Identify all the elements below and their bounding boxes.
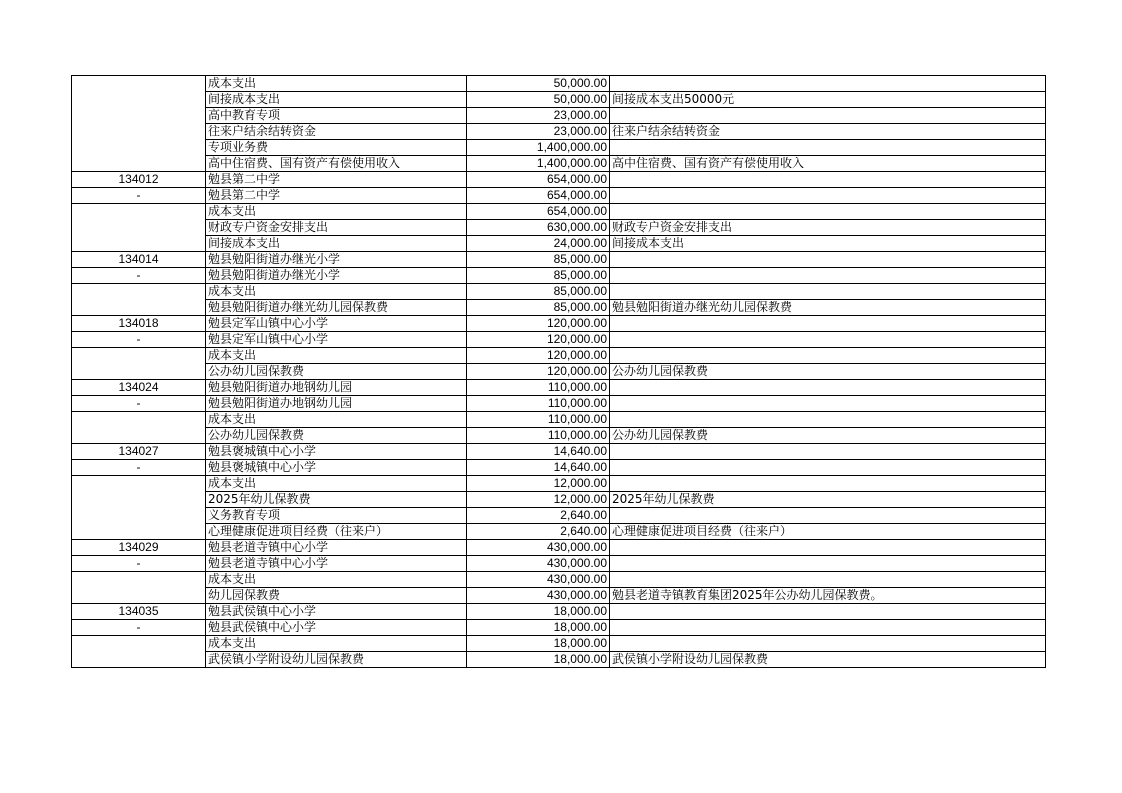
unit-code-cell [72,108,206,124]
note-cell: 心理健康促进项目经费（往来户） [610,524,1046,540]
amount-cell: 18,000.00 [467,620,610,636]
amount-cell: 2,640.00 [467,524,610,540]
amount-cell: 85,000.00 [467,252,610,268]
item-name-cell: 间接成本支出 [206,92,467,108]
table-row [72,140,1046,156]
item-name-cell: 勉县勉阳街道办继光小学 [206,252,467,268]
unit-code-cell [72,76,206,92]
unit-code-cell [72,92,206,108]
note-cell [610,636,1046,652]
unit-code-cell: 134029 [72,540,206,556]
amount-cell: 120,000.00 [467,332,610,348]
unit-code-cell: - [72,556,206,572]
note-cell [610,76,1046,92]
amount-cell: 654,000.00 [467,188,610,204]
unit-code-cell: 134035 [72,604,206,620]
item-name-cell: 往来户结余结转资金 [206,124,467,140]
table-row [72,332,1046,348]
item-name-cell: 勉县老道寺镇中心小学 [206,540,467,556]
table-row [72,348,1046,364]
amount-cell: 110,000.00 [467,412,610,428]
table-row [72,188,1046,204]
note-cell [610,204,1046,220]
unit-code-cell [72,412,206,428]
note-cell [610,572,1046,588]
note-cell [610,444,1046,460]
table-row [72,204,1046,220]
budget-sheet [71,75,1046,668]
note-cell [610,620,1046,636]
unit-code-cell: 134018 [72,316,206,332]
table-row [72,652,1046,668]
note-cell: 2025年幼儿保教费 [610,492,1046,508]
item-name-cell: 勉县勉阳街道办继光幼儿园保教费 [206,300,467,316]
table-row [72,284,1046,300]
item-name-cell: 成本支出 [206,284,467,300]
note-cell: 间接成本支出 [610,236,1046,252]
unit-code-cell: 134024 [72,380,206,396]
table-row [72,396,1046,412]
unit-code-cell [72,300,206,316]
table-row [72,444,1046,460]
unit-code-cell [72,220,206,236]
note-cell [610,284,1046,300]
table-row [72,380,1046,396]
amount-cell: 430,000.00 [467,540,610,556]
unit-code-cell: - [72,268,206,284]
unit-code-cell [72,492,206,508]
table-row [72,572,1046,588]
unit-code-cell: - [72,332,206,348]
note-cell: 公办幼儿园保教费 [610,364,1046,380]
item-name-cell: 义务教育专项 [206,508,467,524]
note-cell [610,540,1046,556]
unit-code-cell [72,156,206,172]
unit-code-cell [72,364,206,380]
table-row [72,540,1046,556]
amount-cell: 50,000.00 [467,76,610,92]
note-cell [610,380,1046,396]
table-row [72,300,1046,316]
unit-code-cell: 134012 [72,172,206,188]
table-row [72,156,1046,172]
table-row [72,252,1046,268]
table-row [72,172,1046,188]
item-name-cell: 成本支出 [206,204,467,220]
note-cell [610,316,1046,332]
amount-cell: 85,000.00 [467,268,610,284]
note-cell [610,172,1046,188]
table-row [72,412,1046,428]
table-row [72,492,1046,508]
note-cell: 高中住宿费、国有资产有偿使用收入 [610,156,1046,172]
amount-cell: 85,000.00 [467,300,610,316]
note-cell [610,412,1046,428]
amount-cell: 120,000.00 [467,364,610,380]
note-cell [610,604,1046,620]
amount-cell: 630,000.00 [467,220,610,236]
table-row [72,364,1046,380]
unit-code-cell [72,588,206,604]
unit-code-cell: - [72,620,206,636]
note-cell [610,460,1046,476]
unit-code-cell: 134014 [72,252,206,268]
item-name-cell: 勉县定军山镇中心小学 [206,332,467,348]
note-cell [610,332,1046,348]
table-row [72,460,1046,476]
item-name-cell: 勉县勉阳街道办地钢幼儿园 [206,396,467,412]
item-name-cell: 心理健康促进项目经费（往来户） [206,524,467,540]
unit-code-cell [72,524,206,540]
amount-cell: 110,000.00 [467,428,610,444]
amount-cell: 430,000.00 [467,588,610,604]
item-name-cell: 2025年幼儿保教费 [206,492,467,508]
amount-cell: 654,000.00 [467,172,610,188]
item-name-cell: 勉县第二中学 [206,188,467,204]
amount-cell: 14,640.00 [467,444,610,460]
amount-cell: 12,000.00 [467,476,610,492]
unit-code-cell [72,124,206,140]
item-name-cell: 勉县武侯镇中心小学 [206,604,467,620]
item-name-cell: 间接成本支出 [206,236,467,252]
unit-code-cell [72,236,206,252]
item-name-cell: 武侯镇小学附设幼儿园保教费 [206,652,467,668]
unit-code-cell [72,348,206,364]
budget-table-body [72,76,1046,668]
item-name-cell: 勉县勉阳街道办地钢幼儿园 [206,380,467,396]
item-name-cell: 高中教育专项 [206,108,467,124]
table-row [72,636,1046,652]
unit-code-cell [72,508,206,524]
table-row [72,476,1046,492]
item-name-cell: 专项业务费 [206,140,467,156]
amount-cell: 1,400,000.00 [467,156,610,172]
unit-code-cell [72,204,206,220]
item-name-cell: 成本支出 [206,412,467,428]
unit-code-cell: 134027 [72,444,206,460]
note-cell: 武侯镇小学附设幼儿园保教费 [610,652,1046,668]
table-row [72,556,1046,572]
note-cell [610,396,1046,412]
amount-cell: 18,000.00 [467,652,610,668]
table-row [72,108,1046,124]
table-row [72,604,1046,620]
item-name-cell: 幼儿园保教费 [206,588,467,604]
amount-cell: 110,000.00 [467,380,610,396]
amount-cell: 430,000.00 [467,572,610,588]
table-row [72,92,1046,108]
table-row [72,620,1046,636]
item-name-cell: 勉县武侯镇中心小学 [206,620,467,636]
item-name-cell: 勉县老道寺镇中心小学 [206,556,467,572]
amount-cell: 18,000.00 [467,636,610,652]
amount-cell: 24,000.00 [467,236,610,252]
item-name-cell: 公办幼儿园保教费 [206,364,467,380]
note-cell: 公办幼儿园保教费 [610,428,1046,444]
note-cell: 勉县老道寺镇教育集团2025年公办幼儿园保教费。 [610,588,1046,604]
amount-cell: 85,000.00 [467,284,610,300]
note-cell [610,108,1046,124]
item-name-cell: 勉县褒城镇中心小学 [206,444,467,460]
table-row [72,124,1046,140]
item-name-cell: 勉县褒城镇中心小学 [206,460,467,476]
table-row [72,236,1046,252]
note-cell: 财政专户资金安排支出 [610,220,1046,236]
item-name-cell: 成本支出 [206,76,467,92]
amount-cell: 430,000.00 [467,556,610,572]
item-name-cell: 财政专户资金安排支出 [206,220,467,236]
item-name-cell: 勉县第二中学 [206,172,467,188]
note-cell [610,348,1046,364]
table-row [72,588,1046,604]
amount-cell: 14,640.00 [467,460,610,476]
unit-code-cell: - [72,396,206,412]
amount-cell: 12,000.00 [467,492,610,508]
amount-cell: 2,640.00 [467,508,610,524]
table-row [72,524,1046,540]
note-cell [610,140,1046,156]
amount-cell: 1,400,000.00 [467,140,610,156]
item-name-cell: 成本支出 [206,636,467,652]
note-cell [610,268,1046,284]
unit-code-cell: - [72,460,206,476]
amount-cell: 654,000.00 [467,204,610,220]
item-name-cell: 勉县定军山镇中心小学 [206,316,467,332]
unit-code-cell [72,476,206,492]
item-name-cell: 成本支出 [206,348,467,364]
item-name-cell: 勉县勉阳街道办继光小学 [206,268,467,284]
amount-cell: 110,000.00 [467,396,610,412]
note-cell: 勉县勉阳街道办继光幼儿园保教费 [610,300,1046,316]
unit-code-cell [72,284,206,300]
unit-code-cell [72,652,206,668]
note-cell [610,252,1046,268]
amount-cell: 120,000.00 [467,316,610,332]
item-name-cell: 高中住宿费、国有资产有偿使用收入 [206,156,467,172]
item-name-cell: 成本支出 [206,476,467,492]
note-cell [610,476,1046,492]
item-name-cell: 成本支出 [206,572,467,588]
table-row [72,508,1046,524]
unit-code-cell [72,428,206,444]
table-row [72,316,1046,332]
amount-cell: 50,000.00 [467,92,610,108]
unit-code-cell [72,140,206,156]
note-cell: 间接成本支出50000元 [610,92,1046,108]
table-row [72,268,1046,284]
note-cell [610,508,1046,524]
table-row [72,76,1046,92]
unit-code-cell: - [72,188,206,204]
note-cell [610,188,1046,204]
note-cell [610,556,1046,572]
amount-cell: 23,000.00 [467,108,610,124]
budget-table [71,75,1046,668]
unit-code-cell [72,572,206,588]
table-row [72,428,1046,444]
note-cell: 往来户结余结转资金 [610,124,1046,140]
item-name-cell: 公办幼儿园保教费 [206,428,467,444]
amount-cell: 18,000.00 [467,604,610,620]
table-row [72,220,1046,236]
amount-cell: 23,000.00 [467,124,610,140]
amount-cell: 120,000.00 [467,348,610,364]
unit-code-cell [72,636,206,652]
